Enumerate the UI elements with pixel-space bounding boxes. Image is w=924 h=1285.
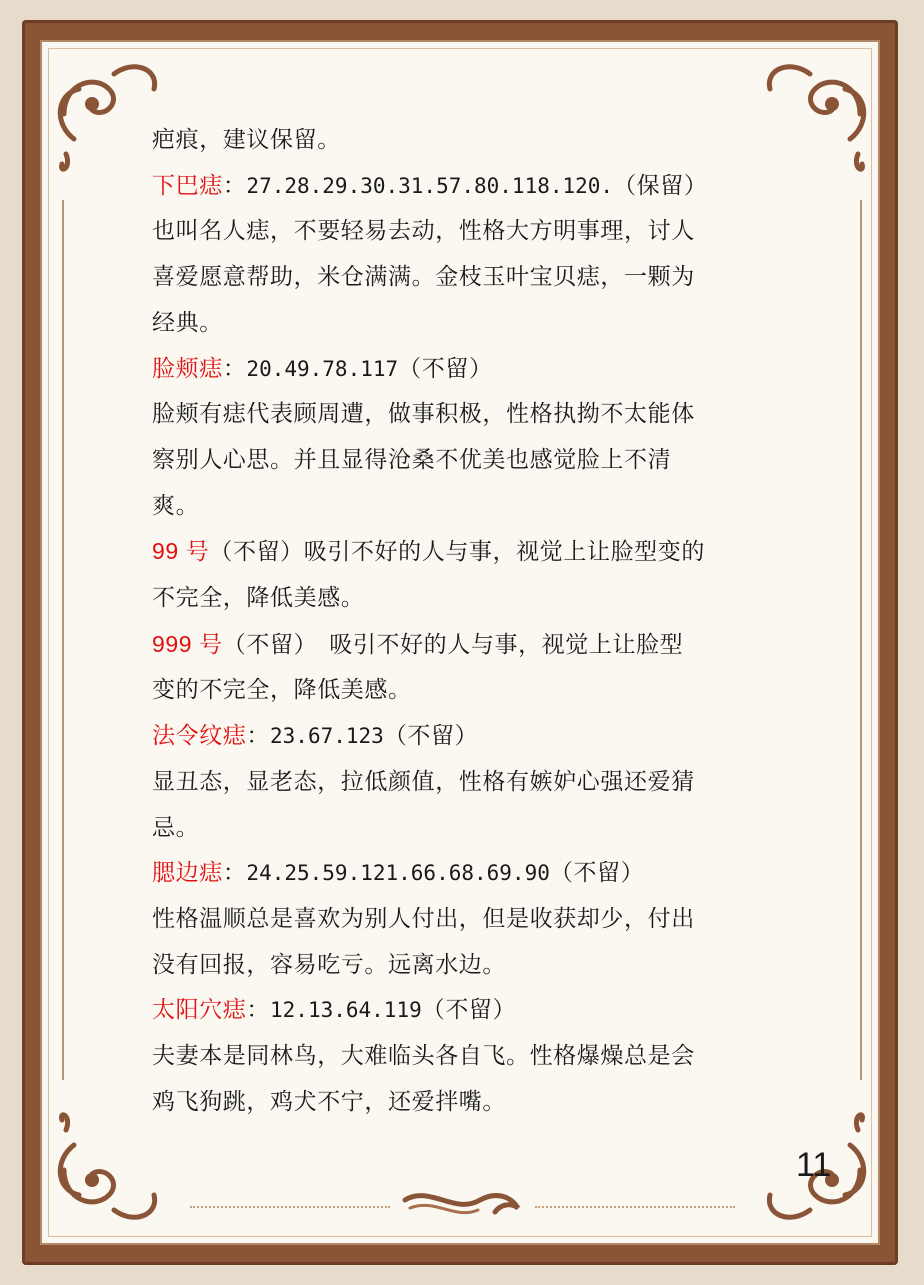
text-line (152, 209, 777, 255)
text-line (152, 438, 777, 484)
text-line (152, 851, 777, 897)
line-text: 忌。 (152, 814, 200, 841)
line-text: 夫妻本是同林鸟，大难临头各自飞。性格爆燥总是会 (152, 1043, 695, 1070)
text-line (152, 806, 777, 852)
line-text: 脸颊有痣代表顾周遭，做事积极，性格执拗不太能体 (152, 401, 695, 428)
mole-codes: 12.13.64.119 (270, 998, 422, 1023)
label-separator: ： (222, 172, 247, 199)
mole-label: 腮边痣 (152, 860, 223, 887)
left-border-line (62, 200, 64, 1080)
mole-label: 法令纹痣 (152, 723, 247, 750)
line-text: 也叫名人痣，不要轻易去动，性格大方明事理，讨人 (152, 218, 695, 245)
text-line (152, 347, 777, 393)
line-text: 显丑态，显老态，拉低颜值，性格有嫉妒心强还爱猜 (152, 768, 695, 795)
label-separator: ： (246, 723, 271, 750)
text-line (152, 392, 777, 438)
keep-status: （不留） (398, 355, 493, 382)
text-line (152, 622, 777, 669)
label-separator: ： (246, 997, 271, 1024)
mole-label: 脸颊痣 (152, 355, 223, 382)
keep-status: （不留） (421, 997, 517, 1024)
label-separator: ： (222, 355, 247, 382)
line-text: 爽。 (152, 492, 200, 519)
text-line (152, 897, 777, 943)
text-line (152, 760, 777, 806)
line-text: 疤痕，建议保留。 (152, 127, 341, 153)
document-body (152, 118, 777, 1125)
text-line (152, 988, 777, 1034)
text-line (152, 714, 777, 760)
keep-status: （保留） (613, 172, 708, 199)
text-line (152, 529, 777, 576)
line-text: 不完全，降低美感。 (152, 585, 365, 612)
text-line (152, 484, 777, 530)
text-line (152, 576, 777, 622)
mole-codes: 23.67.123 (270, 724, 384, 749)
keep-status: （不留） (383, 723, 479, 750)
mole-label: 太阳穴痣 (152, 997, 247, 1024)
mole-number-label: 99 号 (152, 538, 210, 565)
line-text: 性格温顺总是喜欢为别人付出，但是收获却少，付出 (152, 905, 695, 932)
mole-codes: 20.49.78.117 (246, 356, 399, 381)
line-text: 察别人心思。并且显得沧桑不优美也感觉脸上不清 (152, 446, 672, 473)
text-line (152, 668, 777, 714)
label-separator: ： (222, 860, 247, 887)
mole-codes: 24.25.59.121.66.68.69.90 (246, 861, 550, 886)
keep-status: （不留） (549, 860, 645, 887)
text-line (152, 1034, 777, 1080)
line-text: 鸡飞狗跳，鸡犬不宁，还爱拌嘴。 (152, 1088, 506, 1115)
line-text: 经典。 (152, 309, 223, 336)
text-line (152, 301, 777, 347)
text-line (152, 118, 777, 164)
text-line (152, 943, 777, 989)
line-text: 变的不完全，降低美感。 (152, 677, 412, 704)
text-line (152, 255, 777, 301)
bottom-swirl-ornament-icon (400, 1180, 525, 1230)
line-text: （不留）吸引不好的人与事，视觉上让脸型变的 (209, 539, 705, 566)
line-text: 喜爱愿意帮助，米仓满满。金枝玉叶宝贝痣，一颗为 (152, 264, 695, 291)
mole-number-label: 999 号 (152, 630, 223, 657)
page-number: 11 (796, 1146, 832, 1184)
mole-label: 下巴痣 (152, 172, 223, 199)
text-line (152, 164, 777, 210)
bottom-dotted-line-left (190, 1206, 390, 1208)
text-line (152, 1080, 777, 1126)
bottom-dotted-line-right (535, 1206, 735, 1208)
line-text: 没有回报，容易吃亏。远离水边。 (152, 951, 506, 978)
mole-codes: 27.28.29.30.31.57.80.118.120. (246, 173, 614, 198)
right-border-line (860, 200, 862, 1080)
line-text: （不留） 吸引不好的人与事，视觉上让脸型 (222, 631, 684, 658)
